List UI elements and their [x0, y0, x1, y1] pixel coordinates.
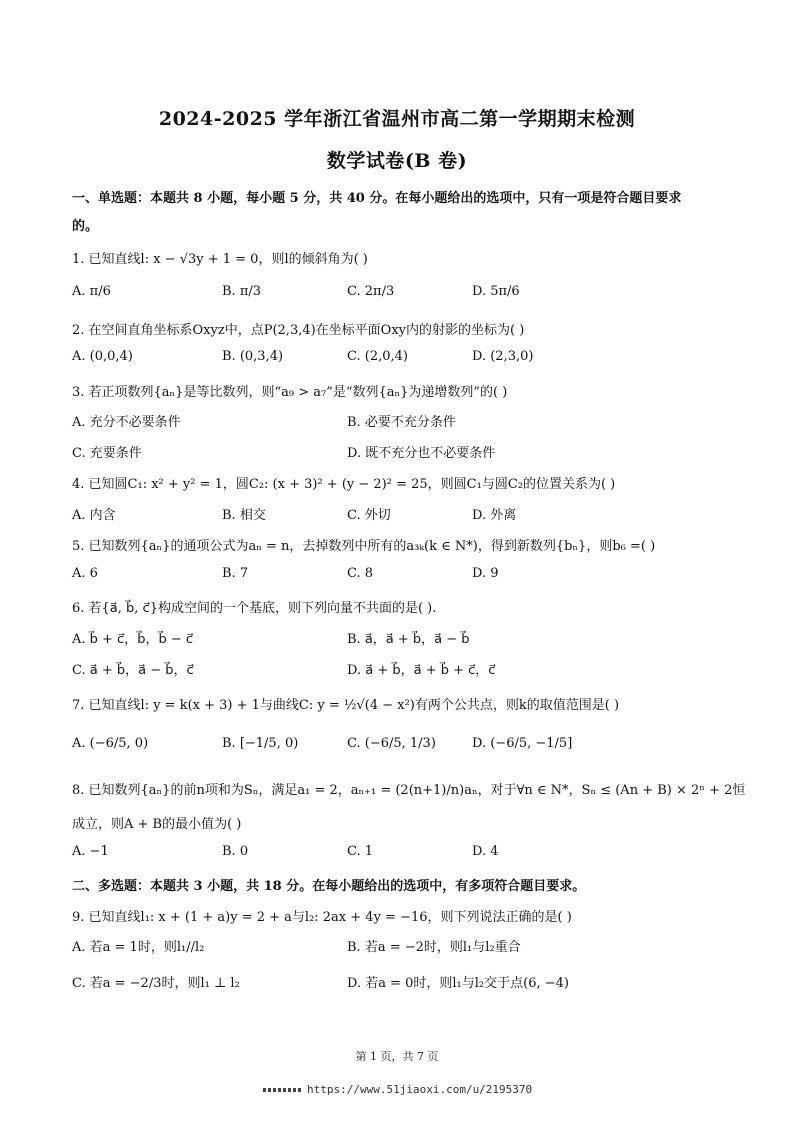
question-4-option-a: A. 内含 — [72, 508, 116, 523]
question-8-stem: 8. 已知数列{aₙ}的前n项和为Sₙ，满足a₁ = 2，aₙ₊₁ = (2(n+1)/n)aₙ，对于∀n ∈ N*，Sₙ ≤ (An + B) × 2ⁿ + 2恒 — [72, 783, 746, 798]
question-3-option-b: B. 必要不充分条件 — [347, 415, 456, 430]
question-5-stem: 5. 已知数列{aₙ}的通项公式为aₙ = n，去掉数列中所有的a₃ₖ(k ∈ N*)，得到新数列{bₙ}，则b₆ =( ) — [72, 539, 656, 554]
watermark-url: https://www.51jiaoxi.com/u/2195370 — [307, 1083, 533, 1096]
exam-subtitle: 数学试卷(B 卷) — [326, 150, 468, 172]
question-1-option-b: B. π/3 — [222, 284, 262, 299]
question-8-option-c: C. 1 — [347, 844, 374, 859]
question-9-option-a: A. 若a = 1时，则l₁//l₂ — [72, 940, 205, 955]
question-9-option-b: B. 若a = −2时，则l₁与l₂重合 — [347, 940, 521, 955]
question-4-option-d: D. 外离 — [472, 508, 517, 523]
question-5-option-a: A. 6 — [72, 566, 98, 581]
question-2-stem: 2. 在空间直角坐标系Oxyz中，点P(2,3,4)在坐标平面Oxy内的射影的坐标为( ) — [72, 323, 525, 338]
question-9-option-c: C. 若a = −2/3时，则l₁ ⊥ l₂ — [72, 976, 240, 991]
question-7-option-d: D. (−6/5, −1/5] — [472, 736, 573, 751]
question-4-option-b: B. 相交 — [222, 508, 266, 523]
question-6-stem: 6. 若{a⃗, b⃗, c⃗}构成空间的一个基底，则下列向量不共面的是( ). — [72, 601, 437, 616]
question-2-option-d: D. (2,3,0) — [472, 349, 534, 364]
section-2-heading: 二、多选题：本题共 3 小题，共 18 分。在每小题给出的选项中，有多项符合题目要求。 — [72, 879, 586, 894]
watermark-logo-icon — [263, 1088, 301, 1092]
question-1-stem: 1. 已知直线l: x − √3y + 1 = 0，则l的倾斜角为( ) — [72, 252, 368, 267]
question-3-option-c: C. 充要条件 — [72, 446, 142, 461]
question-3-option-d: D. 既不充分也不必要条件 — [347, 446, 496, 461]
question-3-stem: 3. 若正项数列{aₙ}是等比数列，则“a₉ > a₇”是“数列{aₙ}为递增数列”的( ) — [72, 385, 508, 400]
question-8-option-a: A. −1 — [72, 844, 109, 859]
section-1-heading-cont: 的。 — [72, 219, 99, 234]
question-6-option-c: C. a⃗ + b⃗，a⃗ − b⃗，c⃗ — [72, 663, 194, 678]
page-number: 第 1 页，共 7 页 — [355, 1050, 439, 1063]
section-1-heading: 一、单选题：本题共 8 小题，每小题 5 分，共 40 分。在每小题给出的选项中，只有一项是符合题目要求 — [72, 191, 682, 206]
question-7-option-b: B. [−1/5, 0) — [222, 736, 299, 751]
question-9-option-d: D. 若a = 0时，则l₁与l₂交于点(6, −4) — [347, 976, 569, 991]
question-4-option-c: C. 外切 — [347, 508, 391, 523]
question-2-option-c: C. (2,0,4) — [347, 349, 408, 364]
question-4-stem: 4. 已知圆C₁: x² + y² = 1，圆C₂: (x + 3)² + (y − 2)² = 25，则圆C₁与圆C₂的位置关系为( ) — [72, 477, 616, 492]
question-8-option-b: B. 0 — [222, 844, 249, 859]
question-7-stem: 7. 已知直线l: y = k(x + 3) + 1与曲线C: y = ½√(4 − x²)有两个公共点，则k的取值范围是( ) — [72, 698, 620, 713]
question-6-option-b: B. a⃗，a⃗ + b⃗，a⃗ − b⃗ — [347, 632, 470, 647]
question-6-option-a: A. b⃗ + c⃗，b⃗，b⃗ − c⃗ — [72, 632, 194, 647]
question-7-option-a: A. (−6/5, 0) — [72, 736, 149, 751]
question-5-option-b: B. 7 — [222, 566, 249, 581]
question-9-stem: 9. 已知直线l₁: x + (1 + a)y = 2 + a与l₂: 2ax + 4y = −16，则下列说法正确的是( ) — [72, 910, 572, 925]
watermark — [263, 1083, 532, 1096]
question-2-option-b: B. (0,3,4) — [222, 349, 284, 364]
question-1-option-d: D. 5π/6 — [472, 284, 520, 299]
question-1-option-c: C. 2π/3 — [347, 284, 395, 299]
question-7-option-c: C. (−6/5, 1/3) — [347, 736, 436, 751]
question-6-option-d: D. a⃗ + b⃗，a⃗ + b⃗ + c⃗，c⃗ — [347, 663, 496, 678]
question-3-option-a: A. 充分不必要条件 — [72, 415, 181, 430]
question-8-stem-cont: 成立，则A + B的最小值为( ) — [72, 817, 242, 832]
question-8-option-d: D. 4 — [472, 844, 499, 859]
question-2-option-a: A. (0,0,4) — [72, 349, 133, 364]
exam-title: 2024-2025 学年浙江省温州市高二第一学期期末检测 — [158, 108, 636, 130]
question-5-option-d: D. 9 — [472, 566, 499, 581]
question-1-option-a: A. π/6 — [72, 284, 111, 299]
question-5-option-c: C. 8 — [347, 566, 374, 581]
